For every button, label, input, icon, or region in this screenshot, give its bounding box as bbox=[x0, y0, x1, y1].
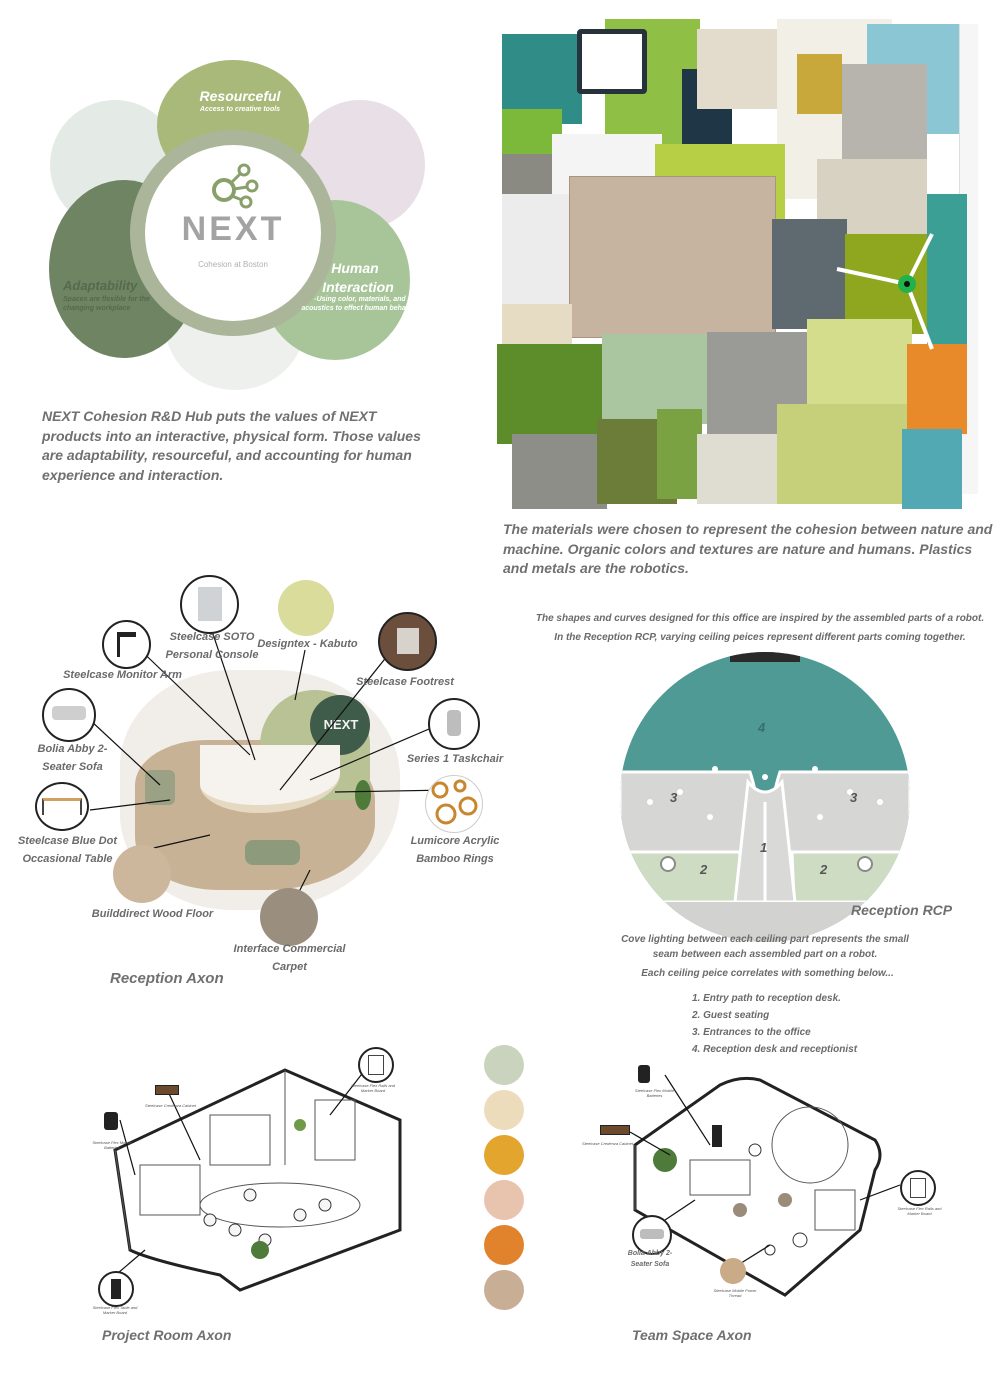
swatch-yellow-green bbox=[777, 404, 907, 504]
lumicore-rings-swatch bbox=[425, 775, 483, 833]
team-space-axon bbox=[570, 1060, 955, 1310]
rcp-num-3-left: 3 bbox=[670, 790, 678, 805]
rcp-num-2-left: 2 bbox=[700, 862, 708, 877]
rcp-list bbox=[692, 990, 992, 1058]
soto-label: Steelcase SOTO Personal Console bbox=[165, 631, 259, 661]
ts-batteries-label: Steelcase Flex Mobile Batteries bbox=[634, 1088, 675, 1098]
swatch-clear-bubbles bbox=[842, 64, 927, 164]
finish-swatch-orange bbox=[484, 1225, 524, 1265]
swatch-beige-linen bbox=[697, 29, 782, 109]
human-subtitle: -Using color, materials, and acoustics to effect human behavior bbox=[301, 296, 419, 312]
rcp-num-2-right: 2 bbox=[820, 862, 828, 877]
rcp-title: Reception RCP bbox=[851, 902, 953, 918]
finish-swatch-mustard bbox=[484, 1135, 524, 1175]
carpet-swatch bbox=[260, 888, 318, 946]
pr-credenza-thumb bbox=[155, 1085, 179, 1095]
monitor-arm-thumb bbox=[102, 620, 151, 669]
resourceful-title: Resourceful bbox=[199, 88, 281, 104]
next-hub-icon bbox=[210, 160, 260, 210]
ts-batteries-thumb bbox=[638, 1065, 650, 1083]
swatch-moss bbox=[497, 344, 607, 444]
taskchair-thumb bbox=[428, 698, 480, 750]
rcp-list-intro: Each ceiling peice correlates with something below... bbox=[641, 968, 894, 979]
swatch-mustard bbox=[797, 54, 842, 114]
rcp-list-item: 2. Guest seating bbox=[692, 1010, 770, 1021]
soto-console-thumb bbox=[180, 575, 239, 634]
designtex-label: Designtex - Kabuto bbox=[257, 638, 358, 650]
designtex-kabuto-swatch bbox=[278, 580, 334, 636]
wood-floor-swatch bbox=[113, 845, 171, 903]
material-board bbox=[497, 14, 992, 512]
adaptability-subtitle: Spaces are flexible for the changing workplace bbox=[63, 296, 150, 312]
adaptability-title: Adaptability bbox=[63, 278, 138, 293]
bolia-sofa-thumb bbox=[42, 688, 96, 742]
next-logo-subtitle: Cohesion at Boston bbox=[198, 260, 268, 269]
rcp-num-3-right: 3 bbox=[850, 790, 858, 805]
pr-credenza-label: Steelcase Credenza Cabinet bbox=[145, 1103, 196, 1108]
human-title-2: Interaction bbox=[322, 279, 394, 295]
wood-floor-label: Builddirect Wood Floor bbox=[91, 908, 214, 920]
pr-table-label: Steelcase Flex Table and Marker Board bbox=[92, 1305, 138, 1315]
rcp-cove-text: Cove lighting between each ceiling part represents the small seam between each assembled part on a robot. bbox=[621, 934, 909, 960]
ts-bolia-label: Bolia Abby 2-Seater Sofa bbox=[627, 1250, 673, 1268]
rcp-plan bbox=[620, 652, 910, 942]
swatch-gray-boucle bbox=[512, 434, 607, 509]
reception-axon-title: Reception Axon bbox=[110, 970, 224, 987]
carpet-label: Interface Commercial Carpet bbox=[233, 943, 346, 973]
rcp-intro-2: In the Reception RCP, varying ceiling peices represent different parts coming together. bbox=[554, 632, 966, 643]
ts-rails-thumb bbox=[900, 1170, 936, 1206]
footrest-thumb bbox=[378, 612, 437, 671]
swatch-orange bbox=[907, 344, 967, 434]
finish-swatch-sage bbox=[484, 1045, 524, 1085]
rcp-list-item: 1. Entry path to reception desk. bbox=[692, 993, 841, 1004]
swatch-green-felt bbox=[657, 409, 702, 499]
swatch-white-starburst bbox=[502, 194, 572, 304]
blue-dot-table-thumb bbox=[35, 782, 89, 831]
team-space-title: Team Space Axon bbox=[632, 1327, 752, 1343]
intro-paragraph: NEXT Cohesion R&D Hub puts the values of NEXT products into an interactive, physical form. Those values are adaptability, resourceful, and accounting for human experience and interaction. bbox=[42, 408, 421, 483]
finish-swatch-cream bbox=[484, 1090, 524, 1130]
finish-swatches bbox=[484, 1045, 526, 1310]
pr-rails-thumb bbox=[358, 1047, 394, 1083]
ts-credenza-thumb bbox=[600, 1125, 630, 1135]
pr-rails-label: Steelcase Flex Rails and Marker Board bbox=[350, 1083, 396, 1093]
reception-sign-text: NEXT bbox=[323, 717, 359, 732]
ts-rails-label: Steelcase Flex Rails and Marker Board bbox=[897, 1206, 942, 1216]
pr-batteries-label: Steelcase Flex Mobile Batteries bbox=[92, 1140, 132, 1150]
swatch-cream-texture bbox=[697, 434, 782, 504]
project-room-axon bbox=[90, 1045, 420, 1320]
pr-batteries-thumb bbox=[104, 1112, 118, 1130]
lumicore-label: Lumicore Acrylic Bamboo Rings bbox=[410, 835, 500, 865]
materials-paragraph: The materials were chosen to represent the cohesion between nature and machine. Organic colors and textures are nature and humans. Plastics and metals are the robotics. bbox=[503, 521, 993, 576]
pr-table-thumb bbox=[98, 1271, 134, 1307]
next-logo-text: NEXT bbox=[181, 210, 285, 248]
finish-swatch-taupe bbox=[484, 1270, 524, 1310]
ts-throne-thumb bbox=[720, 1258, 746, 1284]
ts-credenza-label: Steelcase Credenza Cabinet bbox=[582, 1141, 633, 1146]
taskchair-label: Series 1 Taskchair bbox=[406, 753, 504, 765]
swatch-teal-dots bbox=[902, 429, 962, 509]
rcp-num-1: 1 bbox=[760, 840, 768, 855]
values-venn bbox=[45, 60, 425, 390]
swatch-wood-veneer bbox=[569, 176, 776, 338]
rcp-intro-1: The shapes and curves designed for this office are inspired by the assembled parts of a robot. bbox=[535, 613, 985, 624]
robot-vacuum-brush bbox=[832, 224, 942, 354]
ts-throne-label: Steelcase Mobile Power Thread bbox=[713, 1288, 757, 1298]
rcp-num-4: 4 bbox=[758, 720, 766, 735]
project-room-title: Project Room Axon bbox=[102, 1327, 232, 1343]
rcp-list-item: 3. Entrances to the office bbox=[692, 1027, 811, 1038]
resourceful-subtitle: Access to creative tools bbox=[199, 106, 281, 113]
monitor-arm-label: Steelcase Monitor Arm bbox=[63, 669, 182, 681]
swatch-filter-cube bbox=[577, 29, 647, 94]
rcp-list-item: 4. Reception desk and receptionist bbox=[692, 1044, 858, 1055]
human-title-1: Human bbox=[331, 260, 379, 276]
finish-swatch-blush-wood bbox=[484, 1180, 524, 1220]
blue-dot-label: Steelcase Blue Dot Occasional Table bbox=[17, 835, 118, 865]
footrest-label: Steelcase Footrest bbox=[356, 676, 454, 688]
bolia-label: Bolia Abby 2-Seater Sofa bbox=[37, 743, 108, 773]
reception-axon bbox=[10, 570, 504, 1000]
